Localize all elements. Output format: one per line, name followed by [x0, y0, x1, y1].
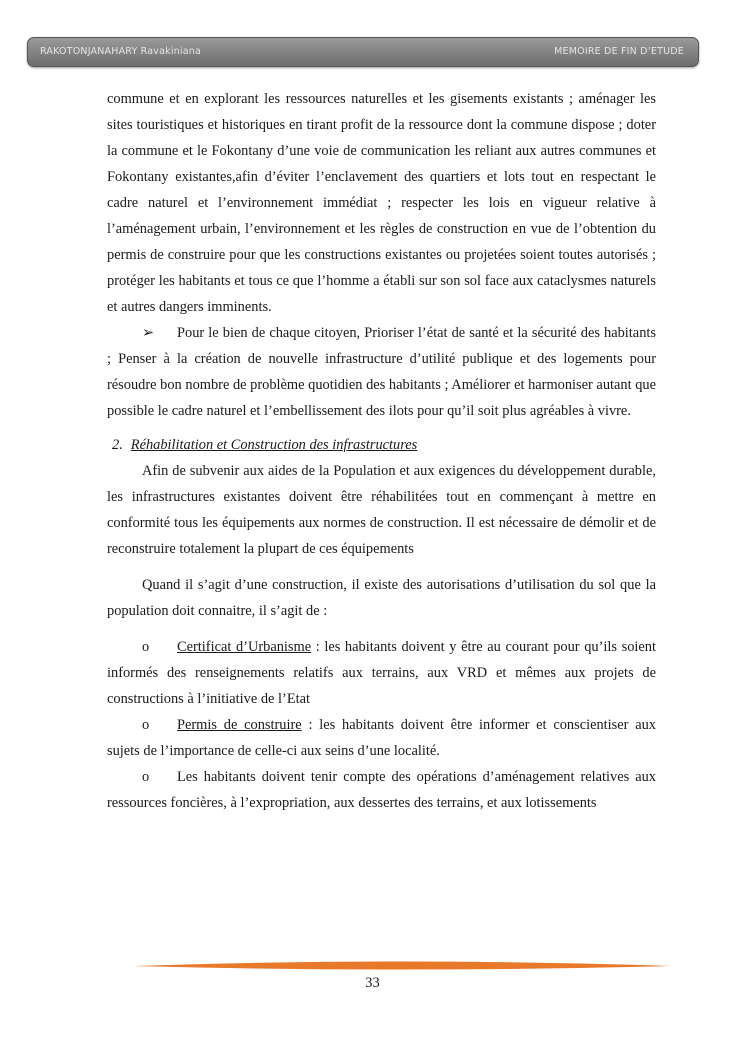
section-heading — [107, 432, 656, 458]
list-item-operations — [107, 764, 656, 816]
list-item-text: : les habitants doivent être informer et conscientiser aux sujets de l’importance de celle-ci aux seins d’une localité. — [107, 717, 657, 759]
paragraph-authorizations: Quand il s’agit d’une construction, il existe des autorisations d’utilisation du sol que la population doit connaitre, il s’agit de : — [107, 577, 656, 619]
circle-bullet-icon: o — [142, 717, 150, 733]
list-item-certificat — [107, 634, 656, 712]
paragraph-continuation: commune et en explorant les ressources naturelles et les gisements existants ; aménager les sites touristiques et historiques en tirant profit de la ressource dont la commune dispose ; doter la commune et le Fokontany d’une voie de communication les reliant aux autres communes et Fokontany existantes,afin d’éviter l’enclavement des quartiers et lots tout en respectant le cadre naturel et l’environnement immédiat ; respecter les lois en vigueur relative à l’aménagement urbain, l’environnement et les règles de construction en vue de l’obtention du permis de construire pour que les constructions existantes ou projetées soient toutes autorisés ; protéger les habitants et tous ce que l’homme a établi sur son sol face aux cataclysmes naturels et autres dangers imminents. — [107, 91, 656, 315]
section-title: Réhabilitation et Construction des infrastructures — [130, 437, 418, 453]
list-item-title: Permis de construire — [177, 717, 302, 733]
arrow-bullet-paragraph — [107, 320, 656, 424]
footer-decorative-bar — [133, 959, 671, 973]
list-item-text: : les habitants doivent y être au courant pour qu’ils soient informés des renseignements relatifs aux terrains, aux VRD et mêmes aux projets de constructions à l’initiative de l’Etat — [107, 639, 656, 707]
circle-bullet-icon: o — [142, 769, 150, 785]
circle-bullet-icon: o — [142, 639, 150, 655]
header-author: RAKOTONJANAHARY Ravakiniana — [40, 46, 202, 57]
header-doc-title: MEMOIRE DE FIN D’ETUDE — [554, 46, 684, 57]
page-body — [107, 86, 656, 816]
list-item-title: Certificat d’Urbanisme — [177, 639, 312, 655]
arrow-bullet-icon: ➢ — [142, 325, 155, 341]
page-number: 33 — [365, 975, 380, 991]
footer-swoosh — [133, 962, 671, 970]
paragraph-rehabilitation: Afin de subvenir aux aides de la Population et aux exigences du développement durable, les infrastructures existantes doivent être réhabilitées tout en commençant à mettre en conformité tous les équipements aux normes de construction. Il est nécessaire de démolir et de reconstruire totalement la plupart de ces équipements — [107, 463, 656, 557]
section-number: 2. — [112, 437, 123, 453]
list-item-permis — [107, 712, 656, 764]
page-header — [27, 37, 699, 67]
list-item-text: Les habitants doivent tenir compte des opérations d’aménagement relatives aux ressources foncières, à l’expropriation, aux dessertes des terrains, et aux lotissements — [107, 769, 656, 811]
bullet-text: Pour le bien de chaque citoyen, Prioriser l’état de santé et la sécurité des habitants ; Penser à la création de nouvelle infrastructure d’utilité publique et des logements pour résoudre bon nombre de problème quotidien des habitants ; Améliorer et harmoniser autant que possible le cadre naturel et l’embellissement des ilots pour qu’il soit plus agréables à vivre. — [107, 325, 656, 419]
